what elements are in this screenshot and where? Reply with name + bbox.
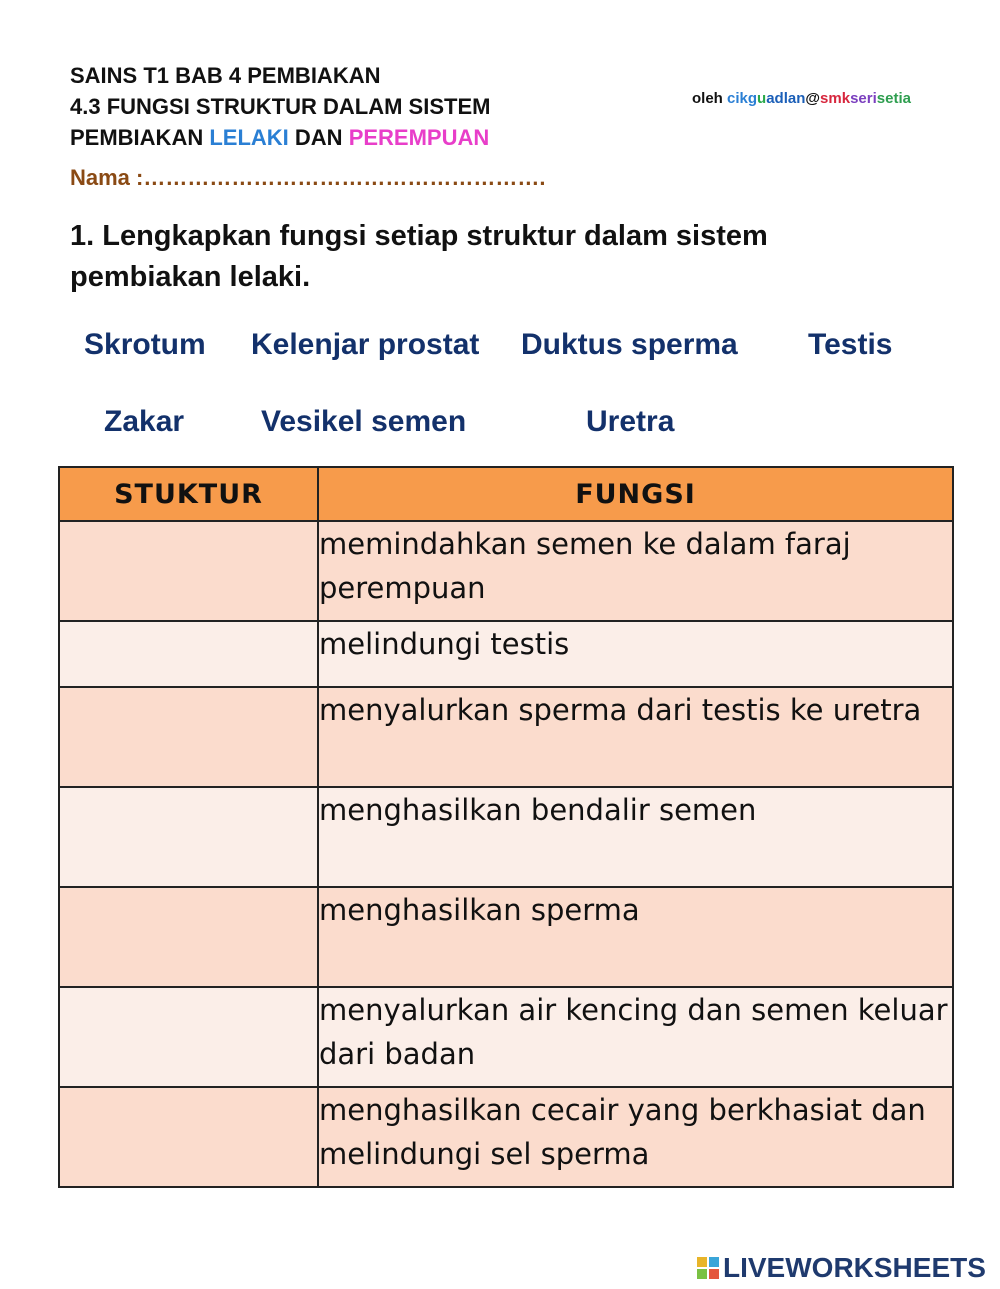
liveworksheets-logo-icon [697,1257,719,1279]
table-row [59,987,953,1087]
credit-part: setia [876,90,911,107]
credit-part: u [757,90,767,107]
table-row [59,521,953,621]
word-bank-item[interactable]: Vesikel semen [261,405,467,438]
name-field-label: Nama :………………………………………………. [70,165,546,190]
word-bank-item[interactable]: Testis [808,328,893,361]
answer-cell[interactable] [59,687,318,787]
table-row [59,787,953,887]
header-struktur: STUKTUR [59,467,318,521]
liveworksheets-logo [697,1252,986,1284]
credit-part: cikg [727,90,758,107]
header-line-1: SAINS T1 BAB 4 PEMBIAKAN [70,63,381,88]
function-cell: menghasilkan sperma [318,887,953,987]
credit-part: smk [820,90,851,107]
word-bank-item[interactable]: Kelenjar prostat [251,328,480,361]
word-bank-item[interactable]: Skrotum [84,328,206,361]
word-bank-item[interactable]: Uretra [586,405,675,438]
question-text: 1. Lengkapkan fungsi setiap struktur dalam sistem pembiakan lelaki. [70,220,768,293]
answer-cell[interactable] [59,521,318,621]
word-bank-item[interactable]: Duktus sperma [521,328,738,361]
credit-part: adlan [766,90,806,107]
logo-square [709,1257,719,1267]
credit-part: oleh [692,90,728,107]
logo-text: LIVEWORKSHEETS [723,1252,986,1283]
logo-square [709,1269,719,1279]
function-cell: melindungi testis [318,621,953,687]
header-line-3-middle: DAN [288,125,349,150]
table-row [59,887,953,987]
function-cell: menyalurkan air kencing dan semen keluar dari badan [318,987,953,1087]
header-lelaki: LELAKI [209,125,289,150]
header-line-2: 4.3 FUNGSI STRUKTUR DALAM SISTEM [70,94,491,119]
logo-square [697,1269,707,1279]
structure-function-table [58,466,954,1188]
table-row [59,621,953,687]
function-cell: menghasilkan bendalir semen [318,787,953,887]
answer-cell[interactable] [59,987,318,1087]
logo-square [697,1257,707,1267]
author-credit [692,90,911,107]
header-line-3-prefix: PEMBIAKAN [70,125,210,150]
table-header-row [59,467,953,521]
table-row [59,1087,953,1187]
word-bank-item[interactable]: Zakar [104,405,185,438]
credit-part: @ [805,90,821,107]
answer-cell[interactable] [59,1087,318,1187]
answer-cell[interactable] [59,621,318,687]
answer-cell[interactable] [59,787,318,887]
credit-part: seri [850,90,877,107]
answer-cell[interactable] [59,887,318,987]
table-row [59,687,953,787]
function-cell: menghasilkan cecair yang berkhasiat dan melindungi sel sperma [318,1087,953,1187]
header-line-3 [70,122,490,153]
function-cell: menyalurkan sperma dari testis ke uretra [318,687,953,787]
header-perempuan: PEREMPUAN [348,125,490,150]
header-fungsi: FUNGSI [318,467,953,521]
worksheet-header [70,60,490,153]
function-cell: memindahkan semen ke dalam faraj perempuan [318,521,953,621]
